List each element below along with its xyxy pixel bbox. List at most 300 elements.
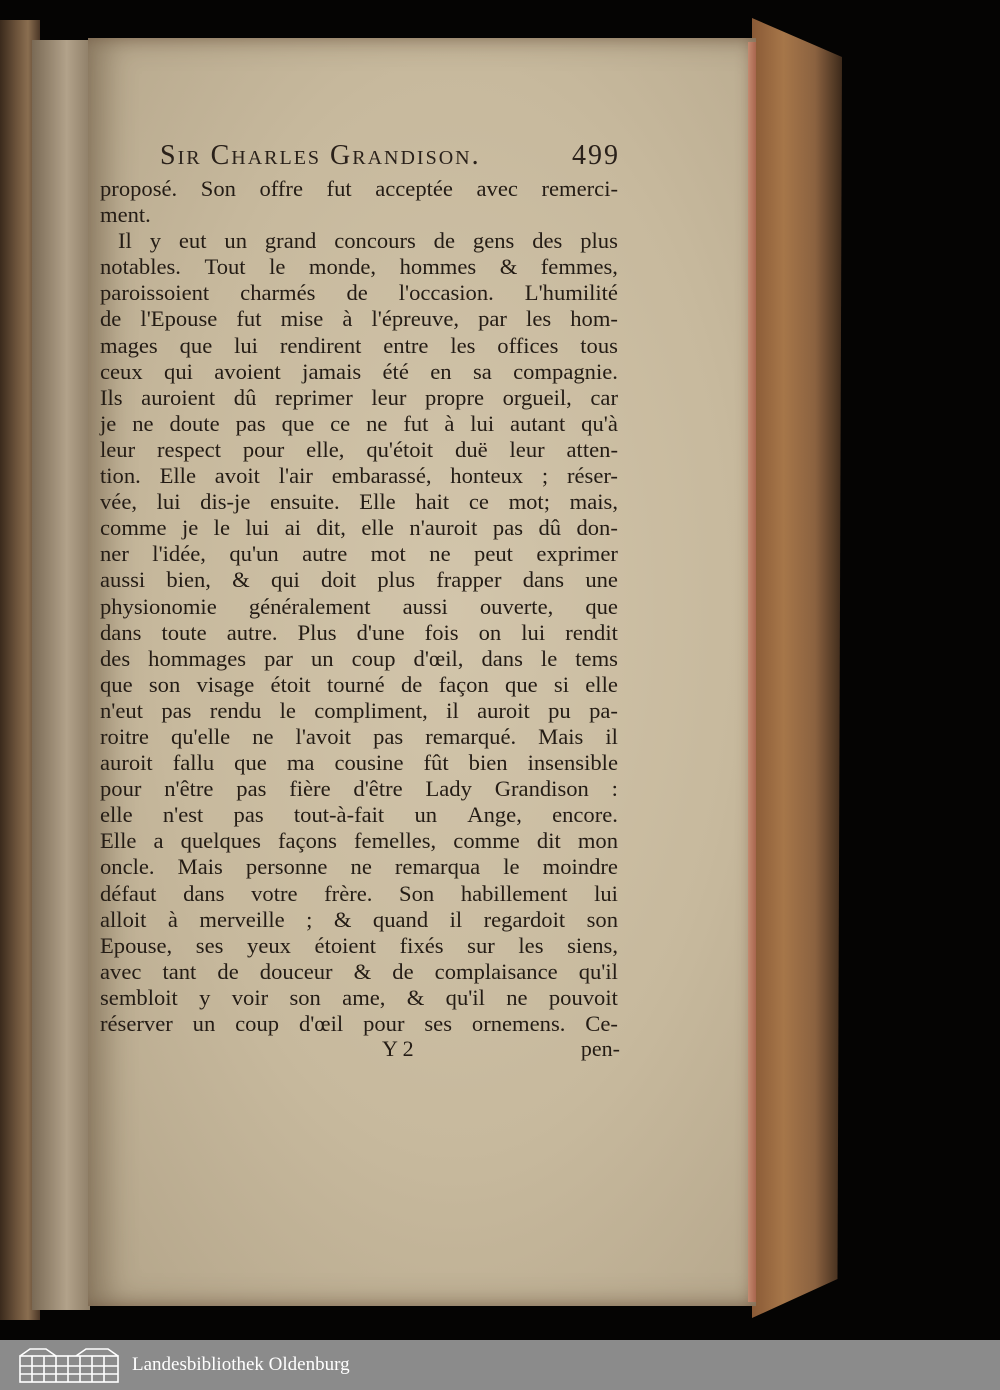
word: Lady <box>425 776 472 802</box>
word: ner <box>100 541 129 567</box>
word: rendirent <box>279 332 362 358</box>
word: lui <box>594 880 618 906</box>
word: que <box>100 671 133 697</box>
word: pour <box>100 776 142 802</box>
word: pas <box>235 410 266 436</box>
word: Elle <box>159 463 196 489</box>
word: oncle. <box>100 854 155 880</box>
page-number: 499 <box>572 140 620 171</box>
word: & <box>499 254 518 280</box>
text-line <box>100 254 618 280</box>
word: Mais <box>538 723 584 749</box>
library-name: Landesbibliothek Oldenburg <box>132 1354 350 1375</box>
word: un <box>414 802 438 828</box>
page-footer <box>100 1036 620 1064</box>
word: à <box>342 306 353 332</box>
text-line <box>100 359 618 385</box>
word: yeux <box>247 932 291 958</box>
text-line <box>100 489 618 515</box>
word: & <box>406 984 425 1010</box>
word: lui <box>156 489 181 515</box>
word: d'œil <box>298 1011 344 1036</box>
word: Son <box>399 880 435 906</box>
word: pu <box>548 697 571 723</box>
word: hait <box>415 489 450 515</box>
word: auroit <box>477 697 530 723</box>
word: qu'il <box>445 984 485 1010</box>
text-line <box>100 385 618 411</box>
word: doute <box>169 410 220 436</box>
word: vée, <box>100 489 138 515</box>
word: ne <box>429 541 451 567</box>
word: Grandison <box>494 776 589 802</box>
word: tems <box>575 645 618 671</box>
word: & <box>353 958 372 984</box>
word: gens <box>472 228 515 254</box>
word: qu'un <box>229 541 279 567</box>
word: leur <box>509 436 545 462</box>
word: je <box>100 410 117 436</box>
word: offre <box>259 176 303 201</box>
text-line <box>100 515 618 541</box>
word: embarassé, <box>331 463 432 489</box>
word: compagnie. <box>513 358 618 384</box>
word: l'épreuve, <box>371 306 459 332</box>
word: leur <box>371 384 407 410</box>
word: pour <box>363 1011 405 1036</box>
word: l'idée, <box>152 541 206 567</box>
text-line <box>100 802 618 828</box>
word: de <box>392 958 414 984</box>
page-edge <box>748 42 756 1302</box>
word: frapper <box>436 567 502 593</box>
word: offices <box>497 332 559 358</box>
text-line <box>100 176 618 202</box>
word: elle <box>361 515 394 541</box>
word: pour <box>242 436 285 462</box>
word: duë <box>455 436 488 462</box>
text-line <box>100 724 618 750</box>
body-text <box>100 176 618 1037</box>
word: étoit <box>270 671 311 697</box>
word: lui <box>245 515 270 541</box>
word: reprimer <box>274 384 353 410</box>
word: Epouse, <box>100 932 173 958</box>
word: frère. <box>324 880 373 906</box>
word: d'une <box>356 619 405 645</box>
word: rendu <box>209 697 262 723</box>
catchword: pen- <box>580 1036 620 1061</box>
word: cousine <box>334 750 404 776</box>
word: façon <box>438 671 489 697</box>
word: ne <box>350 854 372 880</box>
word: fière <box>289 776 331 802</box>
word: insensible <box>527 750 618 776</box>
word: son <box>586 906 618 932</box>
word: que <box>281 410 315 436</box>
word: ce <box>330 410 351 436</box>
word: auroit <box>100 750 153 776</box>
word: réserver <box>100 1011 173 1036</box>
word: & <box>333 906 352 932</box>
word: L'humilité <box>524 280 618 306</box>
word: d'être <box>353 776 403 802</box>
word: car <box>590 384 618 410</box>
word: Ce- <box>585 1011 618 1036</box>
word: plus <box>377 567 416 593</box>
word: avoient <box>214 358 281 384</box>
word: honteux <box>450 463 524 489</box>
word: auroient <box>141 384 216 410</box>
text-line <box>100 854 618 880</box>
word: mot <box>370 541 406 567</box>
word: y <box>199 984 211 1010</box>
word: douceur <box>259 958 333 984</box>
word: Plus <box>297 619 337 645</box>
text-line <box>100 594 618 620</box>
word: coup <box>351 645 396 671</box>
word: elle, <box>306 436 345 462</box>
word: bien, <box>166 567 211 593</box>
word: l'occasion. <box>398 280 494 306</box>
word: les <box>450 332 476 358</box>
word: aussi <box>402 593 448 619</box>
word: Elle <box>359 489 396 515</box>
text-line <box>100 985 618 1011</box>
word: dans <box>183 880 225 906</box>
word: sa <box>472 358 492 384</box>
word: dans <box>481 645 523 671</box>
word: habillement <box>460 880 568 906</box>
word: femelles, <box>354 828 437 854</box>
word: ne <box>506 984 528 1010</box>
word: qui <box>270 567 300 593</box>
word: don- <box>576 515 618 541</box>
library-building-logo-icon <box>16 1346 122 1384</box>
word: un <box>192 1011 216 1036</box>
word: avec <box>100 958 142 984</box>
word: proposé. <box>100 176 178 201</box>
word: ai <box>284 515 301 541</box>
word: aussi <box>100 567 146 593</box>
word: ensuite. <box>270 489 340 515</box>
text-line <box>100 463 618 489</box>
word: n'être <box>164 776 214 802</box>
text-line <box>100 333 618 359</box>
word: d'œil, <box>413 645 464 671</box>
page-header <box>160 140 620 176</box>
word: fois <box>424 619 459 645</box>
word: tant <box>162 958 197 984</box>
word: ceux <box>100 358 143 384</box>
word: mais, <box>569 489 618 515</box>
word: orgueil, <box>502 384 572 410</box>
word: ne <box>366 410 388 436</box>
word: dit, <box>316 515 346 541</box>
word: coup <box>235 1011 280 1036</box>
word: concours <box>334 228 416 254</box>
word: mot; <box>508 489 550 515</box>
text-line <box>100 959 618 985</box>
word: pas <box>161 697 192 723</box>
word: qui <box>164 358 193 384</box>
word: hommages <box>148 645 247 671</box>
word: mages <box>100 332 158 358</box>
word: regardoit <box>483 906 566 932</box>
word: pa- <box>589 697 618 723</box>
word: Elle <box>100 828 137 854</box>
word: le <box>213 515 230 541</box>
word: complaisance <box>434 958 558 984</box>
word: pas <box>492 515 524 541</box>
word: Ange, <box>467 802 522 828</box>
word: son <box>148 671 181 697</box>
word: n'auroit <box>409 515 478 541</box>
word: dit <box>536 828 561 854</box>
word: rendit <box>565 619 618 645</box>
word: votre <box>251 880 298 906</box>
word: par <box>478 306 507 332</box>
word: dû <box>233 384 257 410</box>
word: ses <box>195 932 224 958</box>
word: dis-je <box>200 489 251 515</box>
word: entre <box>383 332 429 358</box>
word: compliment, <box>314 697 428 723</box>
text-line <box>100 541 618 567</box>
word: quand <box>372 906 429 932</box>
text-line <box>100 750 618 776</box>
word: plus <box>580 228 618 254</box>
word: autre <box>302 541 348 567</box>
right-cover <box>752 18 842 1318</box>
word: visage <box>196 671 255 697</box>
text-line <box>100 776 618 802</box>
word: voir <box>231 984 269 1010</box>
word: de <box>346 280 368 306</box>
word: quelques <box>180 828 261 854</box>
word: atten- <box>566 436 618 462</box>
text-line <box>100 907 618 933</box>
text-line <box>100 306 618 332</box>
word: des <box>100 645 131 671</box>
word: physionomie <box>100 593 217 619</box>
word: que <box>179 332 213 358</box>
text-line <box>100 672 618 698</box>
word: de <box>433 228 455 254</box>
word: avoit <box>214 463 260 489</box>
word: toute <box>161 619 207 645</box>
word: une <box>585 567 618 593</box>
word: qu'il <box>578 958 618 984</box>
word: notables. <box>100 254 181 280</box>
word: Ils <box>100 384 123 410</box>
word: pas <box>233 802 264 828</box>
word: sur <box>467 932 495 958</box>
word: n'est <box>162 802 204 828</box>
word: le <box>540 645 558 671</box>
word: été <box>382 358 409 384</box>
word: Il <box>118 228 132 254</box>
word: a <box>153 828 164 854</box>
word: étoient <box>314 932 377 958</box>
word: Mais <box>177 854 223 880</box>
text-line <box>100 567 618 593</box>
word: avec <box>476 176 518 201</box>
word: qu'à <box>581 410 618 436</box>
word: elle <box>585 671 618 697</box>
word: respect <box>157 436 221 462</box>
word: paroissoient <box>100 280 210 306</box>
word: à <box>444 410 455 436</box>
word: ne <box>132 410 154 436</box>
left-page-edge <box>32 40 90 1310</box>
word: de <box>217 958 239 984</box>
word: comme <box>453 828 520 854</box>
word: charmés <box>240 280 316 306</box>
word: ornemens. <box>471 1011 566 1036</box>
word: tion. <box>100 463 141 489</box>
word: fallu <box>172 750 215 776</box>
word: femmes, <box>540 254 618 280</box>
word: acceptée <box>375 176 453 201</box>
word: alloit <box>100 906 147 932</box>
text-line <box>100 437 618 463</box>
word: que <box>585 593 618 619</box>
word: Tout <box>204 254 246 280</box>
footer-bar <box>0 1340 1000 1390</box>
word: remerci- <box>541 176 618 201</box>
word: siens, <box>567 932 618 958</box>
text-line <box>100 933 618 959</box>
word: je <box>181 515 199 541</box>
word: personne <box>245 854 328 880</box>
word: de <box>400 671 423 697</box>
word: propre <box>425 384 484 410</box>
word: fixés <box>399 932 444 958</box>
text-line <box>100 228 618 254</box>
word: eut <box>178 228 207 254</box>
word: si <box>553 671 569 697</box>
word: généralement <box>248 593 371 619</box>
word: par <box>264 645 293 671</box>
word: tourné <box>326 671 385 697</box>
text-line <box>100 881 618 907</box>
word: de <box>100 306 122 332</box>
word: ame, <box>342 984 386 1010</box>
word: que <box>234 750 267 776</box>
word: en <box>430 358 452 384</box>
text-line <box>100 828 618 854</box>
word: elle <box>100 802 133 828</box>
word: merveille <box>199 906 285 932</box>
word: remarqua <box>394 854 481 880</box>
word: l'air <box>278 463 313 489</box>
text-line <box>100 698 618 724</box>
word: réser- <box>566 463 618 489</box>
text-line: ment. <box>100 202 151 228</box>
word: autre. <box>226 619 278 645</box>
word: lui <box>521 619 546 645</box>
word: fut <box>236 306 262 332</box>
word: que <box>505 671 538 697</box>
word: mon <box>577 828 618 854</box>
word: exprimer <box>536 541 618 567</box>
word: pas <box>373 723 404 749</box>
word: ne <box>252 723 274 749</box>
word: peut <box>474 541 513 567</box>
word: pouvoit <box>548 984 618 1010</box>
word: les <box>518 932 544 958</box>
word: il <box>449 906 463 932</box>
word: pas <box>236 776 267 802</box>
word: il <box>605 723 618 749</box>
word: sembloit <box>100 984 178 1010</box>
word: hom- <box>570 306 618 332</box>
word: un <box>224 228 247 254</box>
word: l'avoit <box>295 723 352 749</box>
word: monde, <box>308 254 377 280</box>
signature-mark: Y 2 <box>382 1036 414 1061</box>
word: qu'étoit <box>366 436 434 462</box>
word: le <box>279 697 296 723</box>
word: ce <box>468 489 489 515</box>
text-line <box>100 280 618 306</box>
word: à <box>167 906 178 932</box>
word: un <box>310 645 334 671</box>
word: défaut <box>100 880 157 906</box>
word: ; <box>541 463 549 489</box>
word: dans <box>100 619 142 645</box>
word: mise <box>280 306 324 332</box>
word: bien <box>468 750 508 776</box>
word: qu'elle <box>170 723 231 749</box>
word: lui <box>234 332 258 358</box>
word: tout-à-fait <box>293 802 385 828</box>
word: grand <box>264 228 317 254</box>
word: n'eut <box>100 697 143 723</box>
word: ; <box>306 906 313 932</box>
word: : <box>611 776 618 802</box>
word: dû <box>538 515 562 541</box>
word: ma <box>286 750 315 776</box>
text-line <box>100 411 618 437</box>
word: les <box>526 306 552 332</box>
word: son <box>289 984 321 1010</box>
word: comme <box>100 515 167 541</box>
word: remarqué. <box>425 723 517 749</box>
word: fut <box>403 410 429 436</box>
word: roitre <box>100 723 149 749</box>
word: ouverte, <box>479 593 554 619</box>
word: le <box>269 254 286 280</box>
word: autant <box>510 410 566 436</box>
word: lui <box>470 410 495 436</box>
word: le <box>503 854 520 880</box>
word: y <box>149 228 161 254</box>
word: dans <box>522 567 565 593</box>
word: façons <box>277 828 337 854</box>
word: encore. <box>552 802 618 828</box>
text-line <box>100 620 618 646</box>
text-line <box>100 646 618 672</box>
word: des <box>532 228 563 254</box>
word: fut <box>326 176 352 201</box>
word: Son <box>200 176 236 201</box>
word: on <box>478 619 502 645</box>
word: leur <box>100 436 136 462</box>
running-title: Sir Charles Grandison. <box>160 140 481 171</box>
word: tous <box>580 332 618 358</box>
